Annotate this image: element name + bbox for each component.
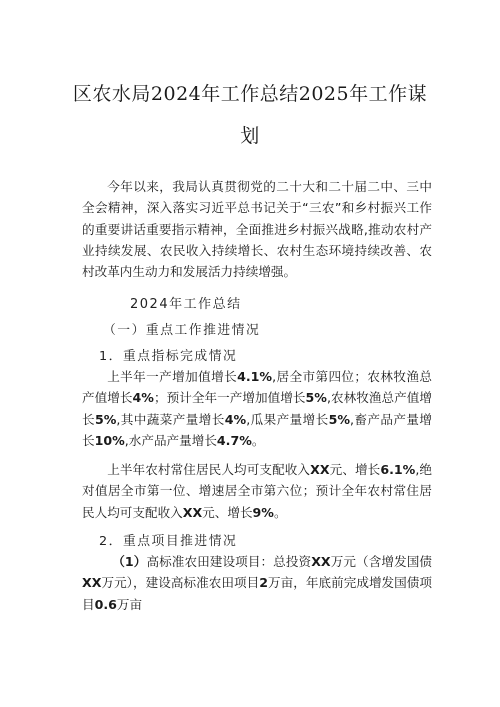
- text-run: 4.1%: [237, 369, 273, 384]
- text-run: ,水产品产量增长: [124, 432, 217, 448]
- text-run: 万元），: [101, 575, 146, 591]
- document-title-line1: 区农水局2024年工作总结2025年工作谋: [72, 83, 428, 105]
- text-run: XX: [311, 554, 331, 569]
- text-run: ,农林牧渔总产值增长: [82, 390, 433, 427]
- text-run: 5%: [328, 411, 350, 427]
- document-title-line2: 划: [240, 125, 260, 147]
- paragraph-income: [82, 459, 432, 523]
- text-run: 5%: [95, 411, 117, 427]
- text-run: ,其中蔬菜产量增长: [116, 411, 225, 427]
- text-run: ,畜产品产量增长: [82, 411, 432, 448]
- text-run: 4%: [132, 390, 154, 406]
- text-run: XX: [182, 504, 203, 520]
- text-run: 2: [259, 575, 268, 591]
- text-run: 。: [251, 432, 265, 448]
- text-run: 0.6: [94, 596, 117, 612]
- text-run: （1）: [112, 554, 147, 569]
- text-run: 4.7%: [216, 432, 252, 448]
- text-run: 上半年农村常住居民人均可支配收入: [107, 462, 311, 477]
- text-run: ；预计全年一产增加值增长: [153, 390, 306, 406]
- section-title: 2024年工作总结: [130, 297, 242, 312]
- paragraph-farmland-project: [82, 551, 432, 615]
- sub-heading-key-indicators: 1．重点指标完成情况: [99, 349, 238, 364]
- text-run: ,居全市第四位；农林牧渔总产值增长: [82, 369, 432, 406]
- text-run: 。: [273, 504, 287, 520]
- sub-heading-key-work: （一）重点工作推进情况: [103, 323, 261, 338]
- text-run: 万亩，年底前完成增发国债项目: [82, 575, 433, 612]
- text-run: 4%: [224, 411, 247, 427]
- text-run: 万元（含增发国债: [330, 554, 433, 569]
- paragraph-indicators: [82, 366, 432, 451]
- text-run: 建设高标准农田项目: [145, 575, 260, 591]
- text-run: ,绝对值居全市第一位、增速居全市第六位；预计全年农村常住居民人均可支配收入: [82, 462, 432, 520]
- text-run: 10%: [94, 432, 125, 448]
- text-run: 万亩: [116, 596, 143, 612]
- text-run: XX: [310, 462, 330, 477]
- text-run: XX: [82, 575, 102, 591]
- sub-heading-key-projects: 2．重点项目推进情况: [99, 534, 238, 549]
- text-run: 高标准农田建设项目：总投资: [146, 554, 312, 569]
- text-run: ,瓜果产量增长: [246, 411, 329, 427]
- text-run: 元、增长: [202, 504, 253, 520]
- text-run: 上半年一产增加值增长: [107, 369, 238, 384]
- text-run: 9%: [252, 504, 274, 520]
- intro-paragraph: 今年以来，我局认真贯彻党的二十大和二十届二中、三中全会精神，深入落实习近平总书记关于“三农”和乡村振兴工作的重要讲话重要指示精神，全面推进乡村振兴战略,推动农村产业持续发展、农民收入持续增长、农村生态环境持续改善、农村改革内生动力和发展活力持续增强。: [82, 179, 432, 280]
- text-run: 6.1%: [380, 462, 416, 477]
- text-run: 元、增长: [329, 462, 381, 477]
- text-run: 5%: [305, 390, 327, 406]
